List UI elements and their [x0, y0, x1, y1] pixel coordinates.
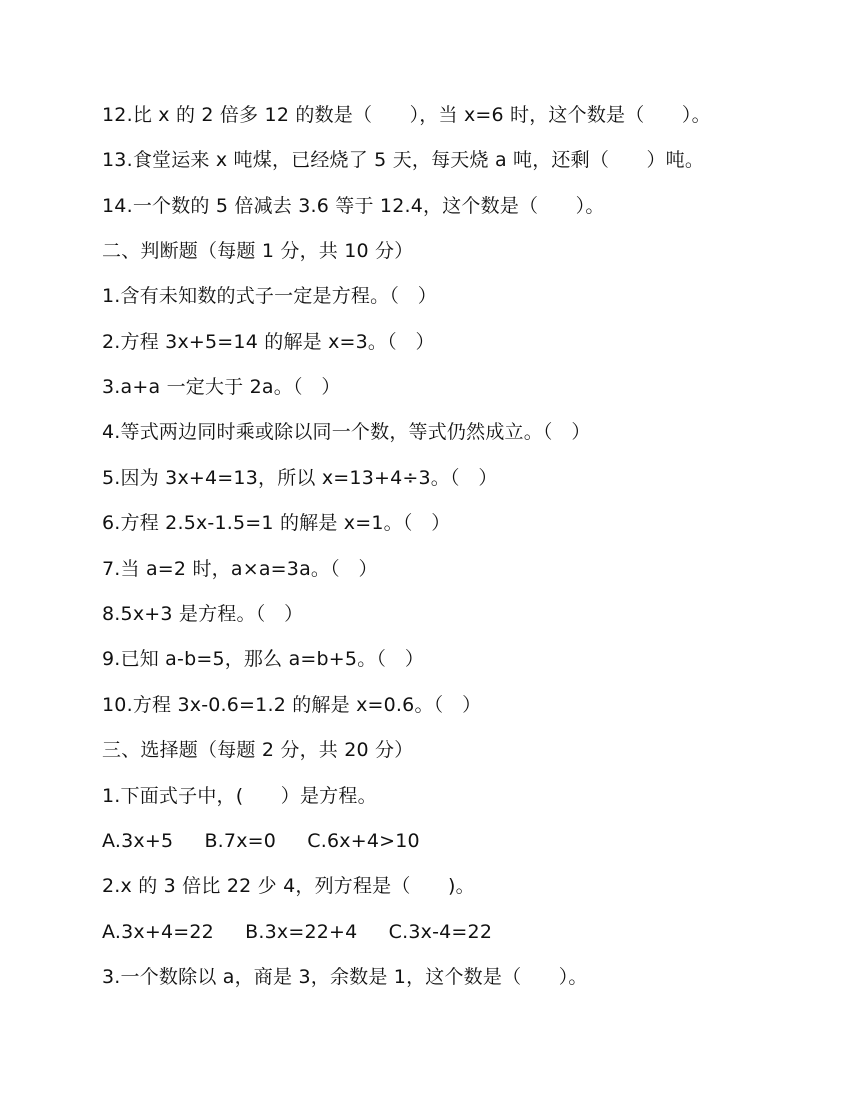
section-heading-multiple-choice: 三、选择题（每题 2 分，共 20 分） [102, 739, 414, 761]
true-false-6: 6.方程 2.5x-1.5=1 的解是 x=1。（ ） [102, 512, 451, 534]
question-14: 14.一个数的 5 倍减去 3.6 等于 12.4，这个数是（ ）。 [102, 195, 605, 217]
question-12: 12.比 x 的 2 倍多 12 的数是（ ），当 x=6 时，这个数是（ ）。 [102, 104, 711, 126]
true-false-7: 7.当 a=2 时，a×a=3a。（ ） [102, 558, 378, 580]
choice-question-3: 3.一个数除以 a，商是 3，余数是 1，这个数是（ ）。 [102, 966, 588, 988]
true-false-5: 5.因为 3x+4=13，所以 x=13+4÷3。（ ） [102, 467, 498, 489]
choice-question-2-options: A.3x+4=22 B.3x=22+4 C.3x-4=22 [102, 921, 493, 943]
true-false-8: 8.5x+3 是方程。（ ） [102, 603, 304, 625]
section-heading-true-false: 二、判断题（每题 1 分，共 10 分） [102, 240, 414, 262]
true-false-1: 1.含有未知数的式子一定是方程。（ ） [102, 285, 437, 307]
true-false-2: 2.方程 3x+5=14 的解是 x=3。（ ） [102, 331, 435, 353]
true-false-9: 9.已知 a-b=5，那么 a=b+5。（ ） [102, 648, 425, 670]
true-false-4: 4.等式两边同时乘或除以同一个数，等式仍然成立。（ ） [102, 421, 591, 443]
choice-question-1-options: A.3x+5 B.7x=0 C.6x+4>10 [102, 830, 420, 852]
choice-question-1: 1.下面式子中，( ）是方程。 [102, 785, 377, 807]
true-false-10: 10.方程 3x-0.6=1.2 的解是 x=0.6。（ ） [102, 694, 482, 716]
question-13: 13.食堂运来 x 吨煤，已经烧了 5 天，每天烧 a 吨，还剩（ ）吨。 [102, 149, 705, 171]
true-false-3: 3.a+a 一定大于 2a。（ ） [102, 376, 341, 398]
choice-question-2: 2.x 的 3 倍比 22 少 4，列方程是（ )。 [102, 875, 475, 897]
